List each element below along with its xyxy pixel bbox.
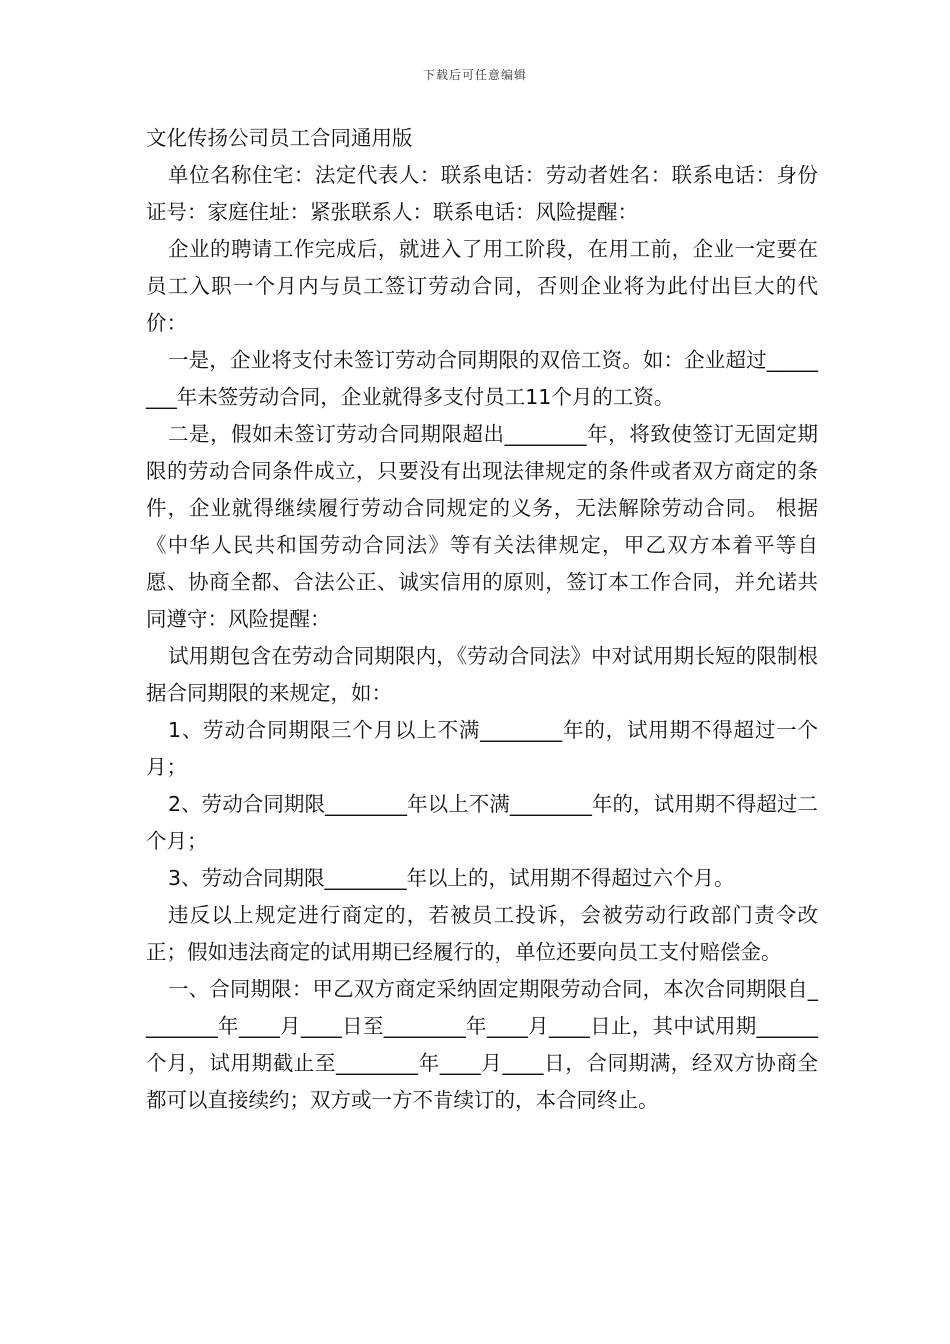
- paragraph-intro: 企业的聘请工作完成后，就进入了用工阶段，在用工前，企业一定要在员工入职一个月内与员工签订劳动合同，否则企业将为此付出巨大的代价：: [146, 237, 818, 335]
- list-item-probation-1: 1、劳动合同期限三个月以上不满________年的，试用期不得超过一个月；: [146, 718, 818, 779]
- document-body: [146, 120, 818, 1119]
- list-item-probation-3: 3、劳动合同期限________年以上的，试用期不得超过六个月。: [168, 866, 735, 890]
- paragraph-probation-intro: 试用期包含在劳动合同期限内，《劳动合同法》中对试用期长短的限制根据合同期限的来规定，如：: [146, 644, 818, 705]
- list-item-probation-2: 2、劳动合同期限________年以上不满________年的，试用期不得超过二个月；: [146, 792, 818, 853]
- paragraph-point-one: 一是，企业将支付未签订劳动合同期限的双倍工资。如：企业超过________年未签劳动合同，企业就得多支付员工11个月的工资。: [146, 348, 818, 409]
- header-note: 下载后可任意编辑: [422, 68, 527, 82]
- document-title: 文化传扬公司员工合同通用版: [146, 126, 413, 150]
- paragraph-violation: 违反以上规定进行商定的，若被员工投诉，会被劳动行政部门责令改正；假如违法商定的试用期已经履行的，单位还要向员工支付赔偿金。: [146, 903, 818, 964]
- paragraph-point-two: 二是，假如未签订劳动合同期限超出________年，将致使签订无固定期限的劳动合同条件成立，只要没有出现法律规定的条件或者双方商定的条件，企业就得继续履行劳动合同规定的义务，无法解除劳动合同。 根据《中华人民共和国劳动合同法》等有关法律规定，甲乙双方本着平等自愿、协商全都、合法公正、诚实信用的原则，签订本工作合同，并允诺共同遵守：风险提醒：: [146, 422, 818, 631]
- paragraph-parties: 单位名称住宅：法定代表人：联系电话：劳动者姓名：联系电话：身份证号：家庭住址：紧张联系人：联系电话：风险提醒：: [146, 163, 818, 224]
- paragraph-contract-term: 一、合同期限：甲乙双方商定采纳固定期限劳动合同，本次合同期限自________年____月____日至________年____月____日止，其中试用期______个月，试用期截止至________年____月____日，合同期满，经双方协商全都可以直接续约；双方或一方不肯续订的，本合同终止。: [146, 977, 818, 1112]
